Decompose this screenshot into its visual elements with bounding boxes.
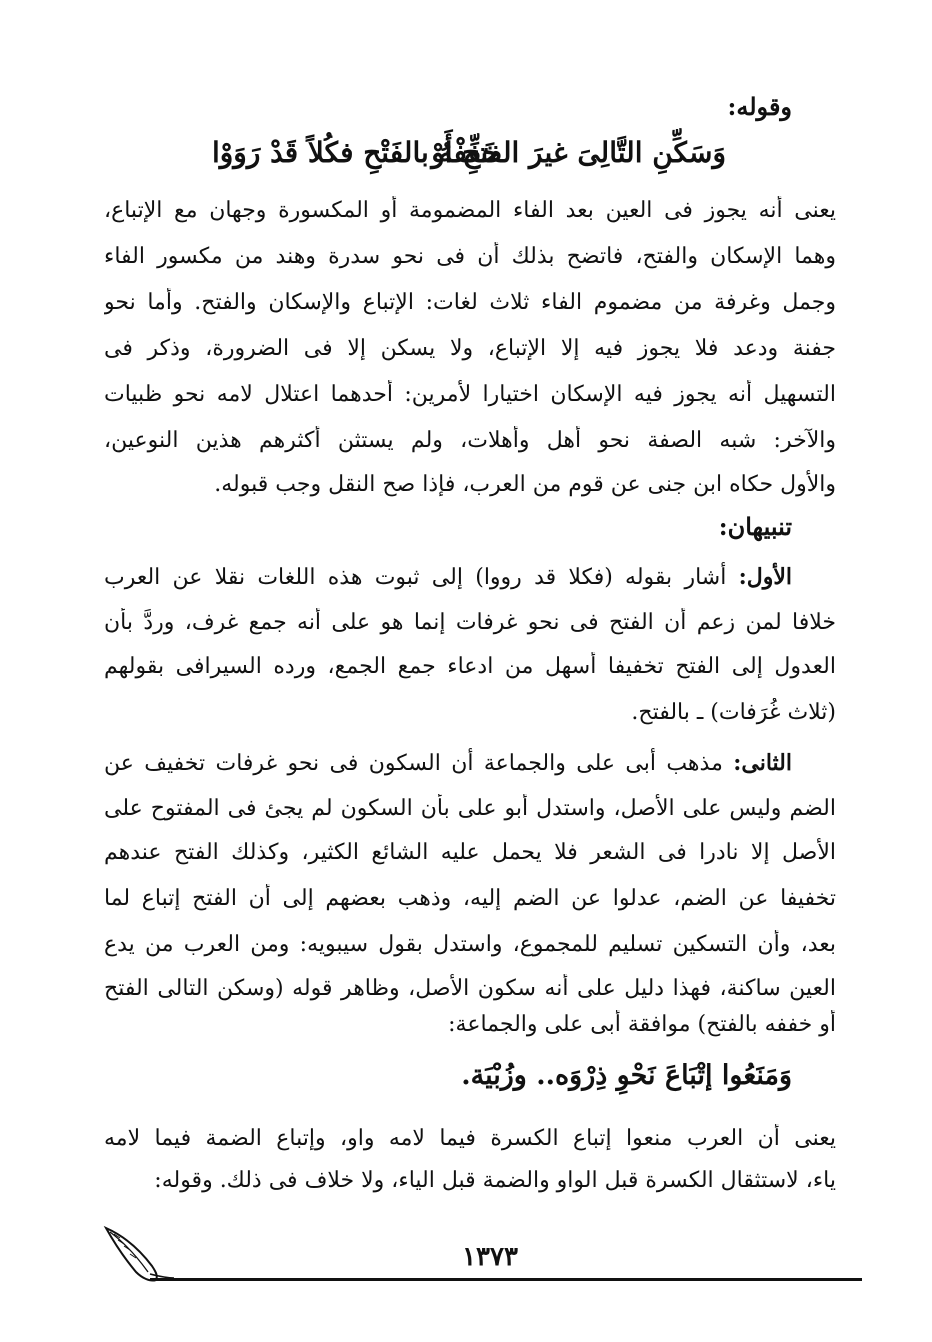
verse-second: وَمَنَعُوا إتْبَاعَ نَحْوِ ذِرْوَه.. وزُبْيَة. <box>461 1060 792 1091</box>
para1-line: جفنة ودعد فلا يجوز فيه إلا الإتباع، ولا يسكن إلا فى الضرورة، وذكر فى <box>104 336 836 361</box>
page-number: ١٣٧٣ <box>462 1242 518 1272</box>
para3-line: ياء، لاستثقال الكسرة قبل الواو والضمة قبل الياء، ولا خلاف فى ذلك. وقوله: <box>154 1168 836 1193</box>
note1-line-text: أشار بقوله (فكلا قد رووا) إلى ثبوت هذه اللغات نقلا عن العرب <box>104 565 727 590</box>
note1-line: العدول إلى الفتح تخفيفا أسهل من ادعاء جمع الجمع، ورده السيرافى بقولهم <box>104 654 836 679</box>
note2-line: الأصل إلا نادرا فى الشعر فلا يحمل عليه الشائع الكثير، وكذلك الفتح عندهم <box>104 840 836 865</box>
note2-line: العين ساكنة، فهذا دليل على أنه سكون الأصل، وظاهر قوله (وسكن التالى الفتح <box>104 976 836 1001</box>
notes-title: تنبيهان: <box>718 512 792 541</box>
para1-line: يعنى أنه يجوز فى العين بعد الفاء المضمومة أو المكسورة وجهان مع الإتباع، <box>104 198 836 223</box>
intro-heading: وقوله: <box>727 92 792 121</box>
footer-rule <box>150 1278 862 1281</box>
verse-right-hemistich: وَسَكِّنِ التَّالِىَ غيرَ الفتحِ أَوْ <box>431 136 726 169</box>
quill-pen-icon <box>100 1222 180 1284</box>
note1-label: الأول: <box>738 564 792 590</box>
note1-line: (ثلاث غُرَفات) ـ بالفتح. <box>631 700 836 725</box>
para1-line: والأول حكاه ابن جنى عن قوم من العرب، فإذا صح النقل وجب قبوله. <box>214 472 836 497</box>
note1-first-line <box>104 562 792 596</box>
note2-line: بعد، وأن التسكين تسليم للمجموع، واستدل بقول سيبويه: ومن العرب من يدع <box>104 932 836 957</box>
note2-line: أو خففه بالفتح) موافقة أبى على والجماعة: <box>448 1012 836 1037</box>
note1-line: خلافا لمن زعم أن الفتح فى نحو غرفات إنما هو على أنه جمع غرف، وردَّ بأن <box>104 610 836 635</box>
note2-line: تخفيفا عن الضم، عدلوا عن الضم إليه، وذهب بعضهم إلى أن الفتح إتباع لما <box>104 886 836 911</box>
para1-line: وهما الإسكان والفتح، فاتضح بذلك أن فى نحو سدرة وهند من مكسور الفاء <box>104 244 836 269</box>
para1-line: وجمل وغرفة من مضموم الفاء ثلاث لغات: الإتباع والإسكان والفتح. وأما نحو <box>104 290 836 315</box>
para1-line: التسهيل أنه يجوز فيه الإسكان اختيارا لأمرين: أحدهما اعتلال لامه نحو ظبيات <box>104 382 836 407</box>
note2-first-line <box>104 748 792 782</box>
note2-label: الثانى: <box>733 750 792 776</box>
para1-line: والآخر: شبه الصفة نحو أهل وأهلات، ولم يستثن أكثرهم هذين النوعين، <box>104 428 836 453</box>
note2-line: الضم وليس على الأصل، واستدل أبو على بأن السكون لم يجئ فى المفتوح على <box>104 796 836 821</box>
verse-left-hemistich: خَفِّفْهُ بالفَتْحِ فكُلاً قَدْ رَوَوْا <box>212 136 500 169</box>
note2-line-text: مذهب أبى على والجماعة أن السكون فى نحو غرفات تخفيف عن <box>104 751 723 776</box>
para3-line: يعنى أن العرب منعوا إتباع الكسرة فيما لامه واو، وإتباع الضمة فيما لامه <box>104 1126 836 1151</box>
